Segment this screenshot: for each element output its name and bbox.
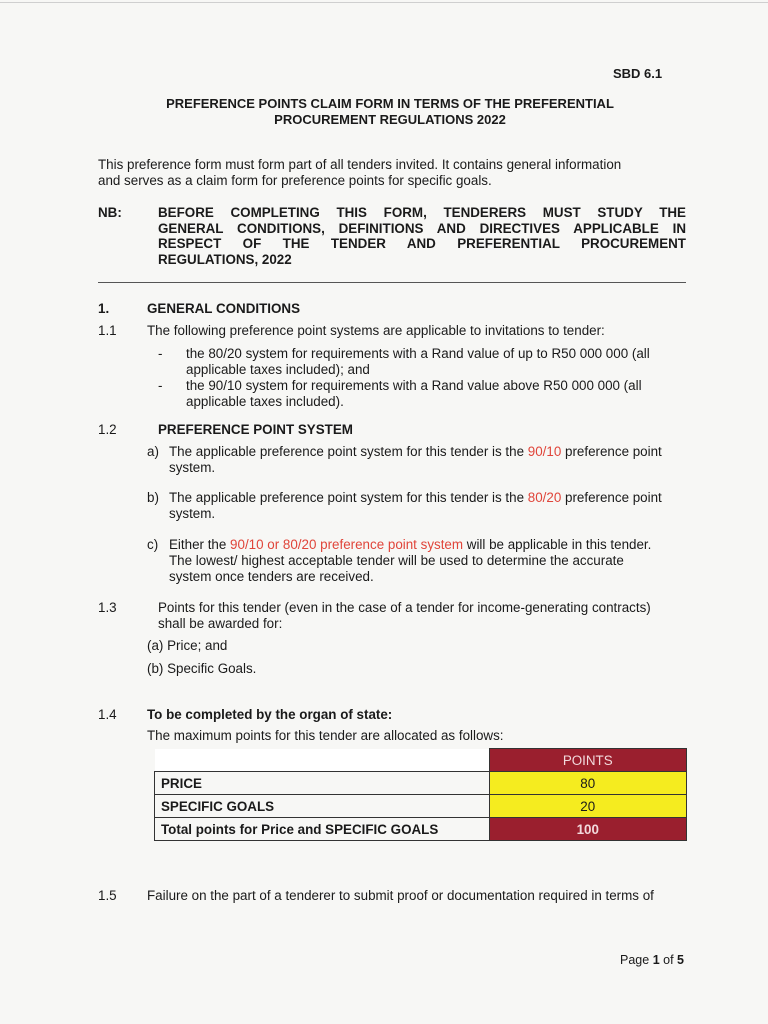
section-1-number: 1. — [98, 301, 110, 316]
section-1-2-heading: PREFERENCE POINT SYSTEM — [158, 422, 353, 437]
award-specific-goals: (b) Specific Goals. — [147, 661, 257, 676]
award-price: (a) Price; and — [147, 638, 228, 653]
section-1-4-number: 1.4 — [98, 707, 117, 722]
title-line-1: PREFERENCE POINTS CLAIM FORM IN TERMS OF THE PREFERENTIAL — [166, 96, 614, 111]
option-b-system: 80/20 — [527, 490, 562, 505]
nb-line-1: BEFORE COMPLETING THIS FORM, TENDERERS MUST STUDY THE — [158, 205, 686, 220]
section-1-3-number: 1.3 — [98, 600, 117, 615]
section-1-2-number: 1.2 — [98, 422, 117, 437]
points-table — [154, 748, 687, 841]
points-column-header: POINTS — [489, 749, 687, 772]
bullet-80-20 — [186, 346, 686, 378]
option-c-post: will be applicable in this tender. — [463, 537, 652, 552]
section-1-heading: GENERAL CONDITIONS — [147, 301, 301, 316]
option-c-line-2: The lowest/ highest acceptable tender will be used to determine the accurate — [169, 553, 624, 568]
row-value-specific-goals: 20 — [489, 795, 687, 818]
bullet-90-10-line-1: the 90/10 system for requirements with a Rand value above R50 000 000 (all — [186, 378, 642, 393]
option-b-post: preference point — [561, 490, 662, 505]
intro-line-1: This preference form must form part of all tenders invited. It contains general information — [98, 157, 622, 172]
option-c-line-3: system once tenders are received. — [169, 569, 374, 584]
nb-line-2: GENERAL CONDITIONS, DEFINITIONS AND DIRECTIVES APPLICABLE IN — [158, 220, 686, 236]
bullet-dash-1: - — [158, 346, 163, 361]
table-row — [155, 795, 687, 818]
bullet-90-10 — [186, 378, 686, 410]
row-label-price: PRICE — [155, 772, 490, 795]
nb-label: NB: — [98, 205, 122, 220]
bullet-dash-2: - — [158, 378, 163, 393]
option-c-pre: Either the — [169, 537, 231, 552]
bullet-80-20-line-1: the 80/20 system for requirements with a Rand value of up to R50 000 000 (all — [186, 346, 650, 361]
section-1-4-heading: To be completed by the organ of state: — [147, 707, 393, 722]
option-b-text — [169, 490, 689, 522]
row-label-specific-goals: SPECIFIC GOALS — [155, 795, 490, 818]
option-b-line-2: system. — [169, 506, 216, 521]
section-1-3-line-1: Points for this tender (even in the case of a tender for income-generating contracts) — [158, 600, 651, 615]
nb-line-4: REGULATIONS, 2022 — [158, 251, 292, 267]
section-1-4-text: The maximum points for this tender are allocated as follows: — [147, 728, 504, 743]
option-a-label: a) — [147, 444, 159, 459]
option-c-system: 90/10 or 80/20 preference point system — [230, 537, 464, 552]
page-total: 5 — [677, 953, 684, 967]
bullet-90-10-line-2: applicable taxes included). — [186, 394, 344, 409]
page-number — [620, 953, 684, 967]
option-b-label: b) — [147, 490, 159, 505]
section-1-5-number: 1.5 — [98, 888, 117, 903]
points-table-header-row — [155, 749, 687, 772]
row-label-total: Total points for Price and SPECIFIC GOALS — [155, 818, 490, 841]
form-title — [120, 96, 660, 128]
option-a-post: preference point — [561, 444, 662, 459]
divider — [98, 282, 686, 283]
table-row — [155, 772, 687, 795]
points-table-header-blank — [155, 749, 490, 772]
of-word: of — [663, 953, 674, 967]
row-value-total: 100 — [489, 818, 687, 841]
option-a-pre: The applicable preference point system for this tender is the — [169, 444, 528, 459]
nb-line-3: RESPECT OF THE TENDER AND PREFERENTIAL PROCUREMENT — [158, 236, 686, 251]
section-1-3-text — [158, 600, 688, 632]
option-a-system: 90/10 — [527, 444, 562, 459]
nb-notice — [158, 205, 686, 267]
form-code: SBD 6.1 — [613, 66, 663, 81]
option-c-text — [169, 537, 685, 585]
option-a-text — [169, 444, 689, 476]
top-rule — [0, 2, 768, 3]
page-current: 1 — [652, 953, 660, 967]
section-1-5-text: Failure on the part of a tenderer to submit proof or documentation required in terms of — [147, 888, 654, 903]
section-1-1-text: The following preference point systems are applicable to invitations to tender: — [147, 323, 605, 338]
intro-line-2: and serves as a claim form for preference points for specific goals. — [98, 173, 492, 188]
row-value-price: 80 — [489, 772, 687, 795]
section-1-3-line-2: shall be awarded for: — [158, 616, 283, 631]
option-b-pre: The applicable preference point system for this tender is the — [169, 490, 528, 505]
option-a-line-2: system. — [169, 460, 216, 475]
intro-paragraph — [98, 157, 688, 189]
title-line-2: PROCUREMENT REGULATIONS 2022 — [274, 112, 506, 127]
page-word: Page — [620, 953, 650, 967]
bullet-80-20-line-2: applicable taxes included); and — [186, 362, 370, 377]
option-c-label: c) — [147, 537, 159, 552]
table-row — [155, 818, 687, 841]
section-1-1-number: 1.1 — [98, 323, 117, 338]
